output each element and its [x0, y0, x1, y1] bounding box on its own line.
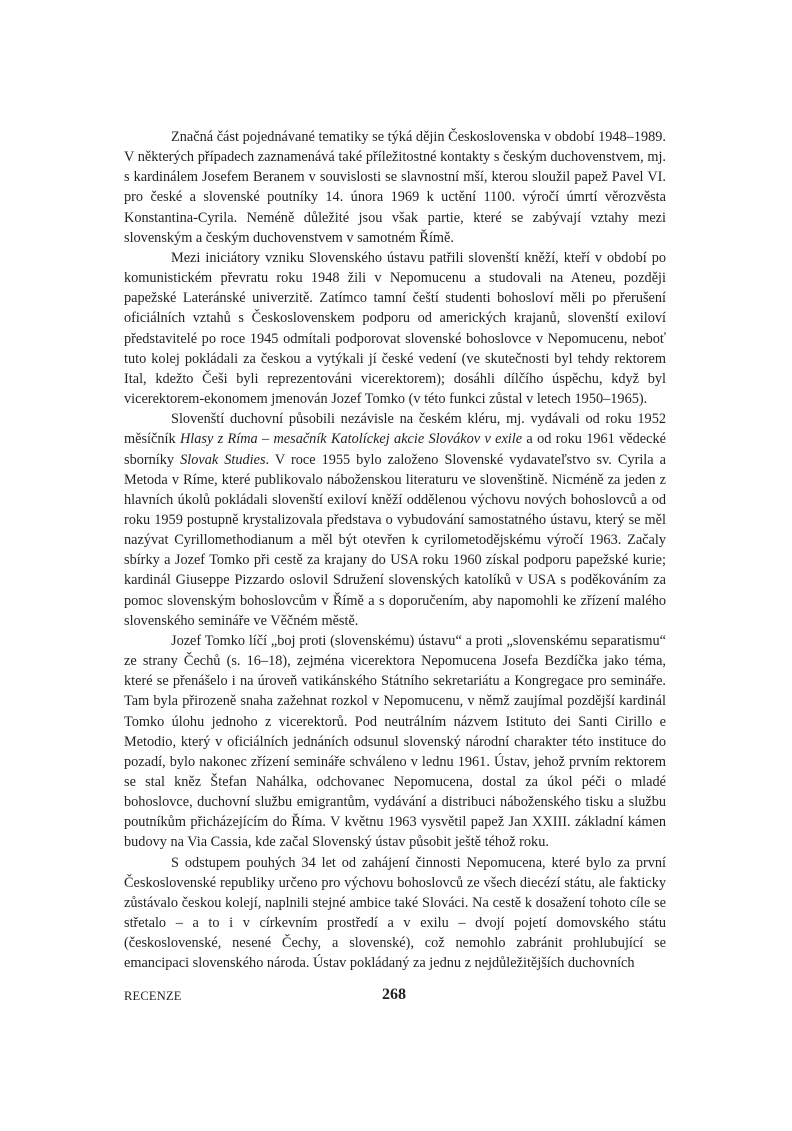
paragraph [124, 853, 666, 974]
paragraph [124, 248, 666, 409]
italic-title: Hlasy z Ríma – mesačník Katolíckej akcie Slovákov v exile [179, 431, 523, 448]
text-run: Mezi iniciátory vzniku Slovenského ústavu patřili slovenští kněží, kteří v období po komunistickém převratu roku 1948 žili v Nepomucenu a studovali na Ateneu, později papežské Lateránské univerzitě. Zatímco tamní čeští studenti bohosloví měli po přerušení oficiálních vztahů s Československem podporu od amerických krajanů, slovenští exiloví představitelé po roce 1945 odmítali podporovat slovenské bohoslovce v Nepomucenu, neboť tuto kolej pokládali za českou a vytýkali jí české vedení (ve skutečnosti byl tehdy rektorem Ital, kdežto Češi byli reprezentováni vicerektorem); dosáhli dílčího úspěchu, když byl vicerektorem-ekonomem jmenován Jozef Tomko (v této funkci zůstal v letech 1950–1965). [124, 249, 666, 408]
text-run: S odstupem pouhých 34 let od zahájení činnosti Nepomucena, které bylo za první Československé republiky určeno pro výchovu bohoslovců ze všech diecézí státu, ale fakticky zůstávalo českou kolejí, naplnili stejné ambice také Slováci. Na cestě k dosažení tohoto cíle se střetalo – a to i v církevním prostředí a v exilu – dvojí pojetí domovského státu (československé, nesené Čechy, a slovenské), což nemohlo zabránit prohlubující se emancipaci slovenského národa. Ústav pokládaný za jednu z nejdůležitějších duchovních [124, 854, 666, 972]
paragraph [124, 127, 666, 248]
text-run: Značná část pojednávané tematiky se týká dějin Československa v období 1948–1989. V některých případech zaznamenává také příležitostné kontakty s českým duchovenstvem, mj. s kardinálem Josefem Beranem v souvislosti se slavnostní mší, kterou sloužil papež Pavel VI. pro české a slovenské poutníky 14. února 1969 k uctění 1100. výročí úmrtí věrozvěsta Konstantina-Cyrila. Neméně důležité jsou však partie, které se zabývají vztahy mezi slovenským a českým duchovenstvem v samotném Římě. [124, 129, 666, 246]
text-run: . V roce 1955 bylo založeno Slovenské vydavateľstvo sv. Cyrila a Metoda v Ríme, které publikovalo náboženskou literaturu ve slovenštině. Nicméně za jeden z hlavních úkolů pokládali slovenští exiloví kněží oddělenou výchovu nových bohoslovců a od roku 1959 postupně krystalizovala představa o vybudování samostatného ústavu, který se měl nazývat Cyrillomethodianum a měl být otevřen k cyrilometodějskému výročí 1963. Začaly sbírky a Jozef Tomko při cestě za krajany do USA roku 1960 získal podporu papežské kurie; kardinál Giuseppe Pizzardo oslovil Sdružení slovenských katolíků v USA s poděkováním za pomoc slovenským bohoslovcům v Římě a s doporučením, aby napomohli ke zřízení malého slovenského semináře ve Věčném městě. [124, 451, 666, 629]
text-run: a od roku 1961 vědecké sborníky [124, 431, 666, 468]
page-number: 268 [382, 986, 406, 1003]
text-run: Jozef Tomko líčí „boj proti (slovenskému) ústavu“ a proti „slovenskému separatismu“ ze strany Čechů (s. 16–18), zejména vicerektora Nepomucena Josefa Bezdíčka jako téma, které se přenášelo i na úroveň vatikánského Státního sekretariátu a Kongregace pro semináře. Tam byla přirozeně snaha zažehnat rozkol v Nepomucenu, v němž zaujímal pozdější kardinál Tomko úlohu jednoho z vicerektorů. Pod neutrálním názvem Istituto dei Santi Cirillo e Metodio, který v oficiálních jednáních odsunul slovenský národní charakter této instituce do pozadí, bylo nakonec zřízení semináře schváleno v lednu 1961. Ústav, jehož prvním rektorem se stal kněz Štefan Nahálka, odchovanec Nepomucena, dostal za úkol péči o mladé bohoslovce, duchovní službu emigrantům, vydávání a distribuci náboženského tisku a službu poutníkům přicházejícím do Říma. V květnu 1963 vysvětil papež Jan XXIII. základní kámen budovy na Via Cassia, kde začal Slovenský ústav působit ještě téhož roku. [124, 632, 666, 851]
paragraph [124, 631, 666, 853]
paragraph [124, 409, 666, 631]
text-run: Slovenští duchovní působili nezávisle na českém kléru, mj. vydávali od roku 1952 měsíčník [124, 411, 666, 448]
italic-title: Slovak Studies [180, 451, 266, 468]
running-footer-section: RECENZE [124, 989, 182, 1003]
body-text [124, 127, 666, 974]
